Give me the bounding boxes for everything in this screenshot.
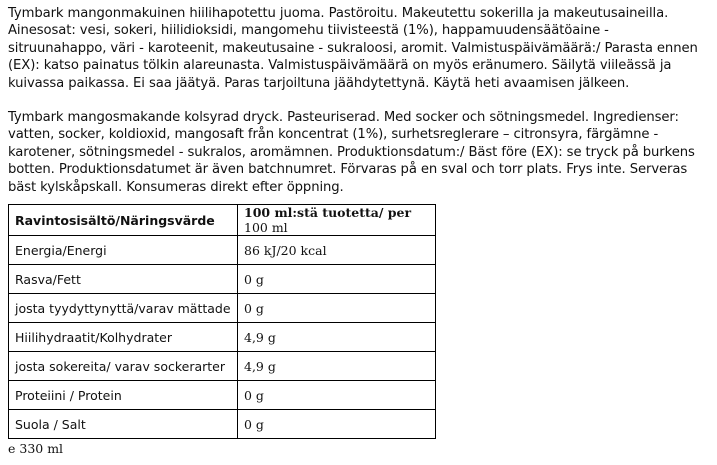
nutrition-row-fat [9,265,436,294]
nutrition-row-carbohydrates [9,323,436,352]
nutrient-value: 4,9 g [238,323,436,352]
nutrient-value: 86 kJ/20 kcal [238,236,436,265]
nutrition-row-saturated-fat [9,294,436,323]
nutrition-header-value [238,205,436,236]
header-value-text [244,205,411,235]
nutrient-label: Energia/Energi [9,236,238,265]
volume-note: e 330 ml [8,441,64,456]
nutrition-row-protein [9,381,436,410]
finnish-description: Tymbark mangonmakuinen hiilihapotettu juoma. Pastöroitu. Makeutettu sokerilla ja makeutusaineilla. Ainesosat: vesi, sokeri, hiilidioksidi, mangomehu tiivisteestä (1%), happamuudensäätöaine - sitruunahappo, väri - karoteenit, makeutusaine - sukraloosi, aromit. Valmistuspäivämäärä:/ Parasta ennen (EX): katso painatus tölkin alareunasta. Valmistuspäivämäärä on myös eränumero. Säilytä viileässä ja kuivassa paikassa. Ei saa jäätyä. Paras tarjoiltuna jäähdytettynä. Käytä heti avaamisen jälkeen. [8,6,698,91]
nutrient-value: 0 g [238,410,436,439]
nutrient-label: josta sokereita/ varav sockerarter [9,352,238,381]
nutrient-value: 0 g [238,294,436,323]
nutrition-header-label [9,205,238,236]
nutrient-label: Hiilihydraatit/Kolhydrater [9,323,238,352]
nutrition-row-salt [9,410,436,439]
header-label-text: Ravintosisältö/Näringsvärde [15,212,215,228]
header-value-bold: 100 ml:stä tuotetta/ per [244,205,412,220]
nutrient-value: 0 g [238,265,436,294]
nutrition-row-energy [9,236,436,265]
nutrition-table [8,204,436,439]
nutrition-header-row [9,205,436,236]
nutrient-label: Proteiini / Protein [9,381,238,410]
nutrient-label: Rasva/Fett [9,265,238,294]
header-value-rest: 100 ml [244,220,288,235]
nutrition-row-sugars [9,352,436,381]
nutrient-value: 0 g [238,381,436,410]
swedish-description: Tymbark mangosmakande kolsyrad dryck. Pasteuriserad. Med socker och sötningsmedel. Ingredienser: vatten, socker, koldioxid, mangosaft från koncentrat (1%), surhetsreglerare – citronsyra, färgämne - karotener, sötningsmedel - sukralos, aromämnen. Produktionsdatum:/ Bäst före (EX): se tryck på burkens botten. Produktionsdatumet är även batchnumret. Förvaras på en sval och torr plats. Frys inte. Serveras bäst kylskåpskall. Konsumeras direkt efter öppning. [8,110,695,195]
nutrient-label: josta tyydyttynyttä/varav mättade [9,294,238,323]
nutrient-value: 4,9 g [238,352,436,381]
nutrient-label: Suola / Salt [9,410,238,439]
